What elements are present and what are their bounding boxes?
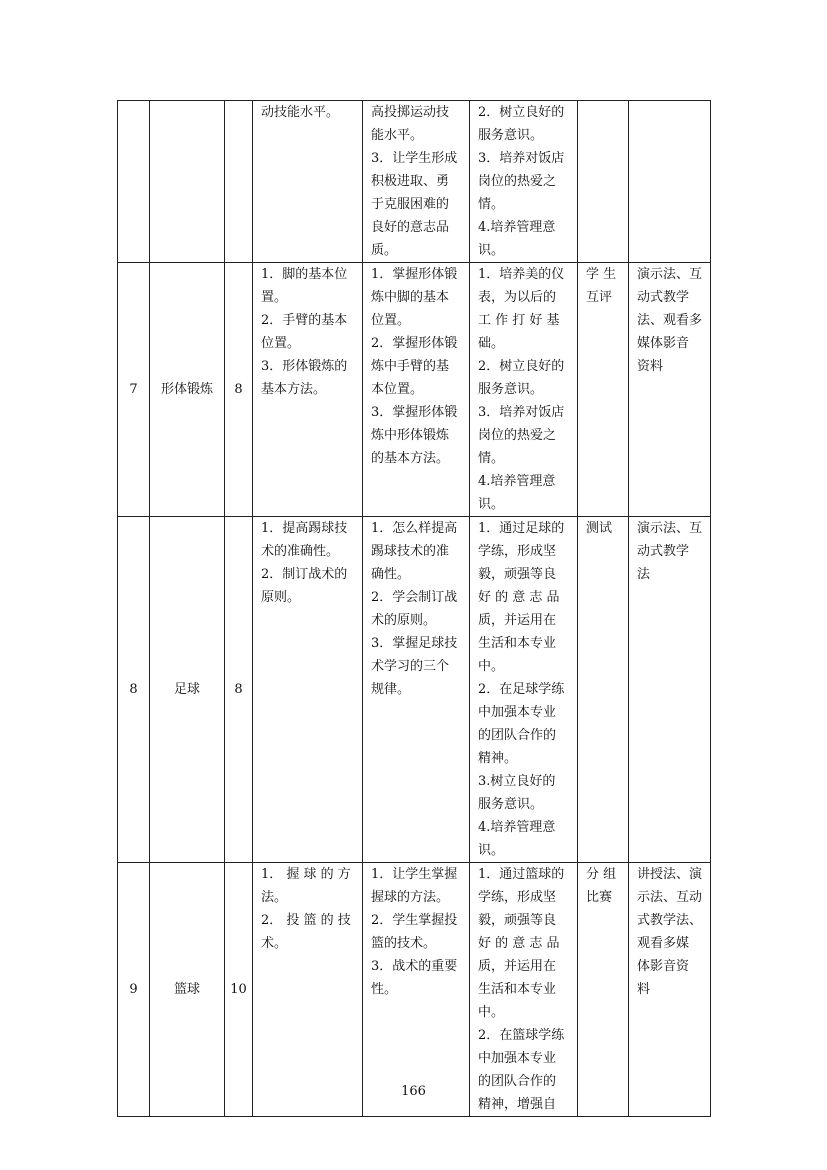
teaching-content-line: 1． 握 球 的 方 [261,867,351,882]
skill-objectives-cell [363,263,470,517]
teaching-content-line: 术的准确性。 [261,544,340,559]
assessment-method-line: 学 生 [586,267,617,282]
teaching-content-line: 1．脚的基本位 [261,267,348,282]
quality-objectives-line: 质，并运用在 [478,959,557,974]
quality-objectives-cell [470,263,578,517]
quality-objectives-line: 情。 [478,451,505,466]
quality-objectives-line: 1．通过足球的 [478,521,565,536]
skill-objectives-line: 术的原则。 [371,613,437,628]
quality-objectives-line: 学练，形成坚 [478,890,557,905]
quality-objectives-line: 好 的 意 志 品 [478,590,560,605]
quality-objectives-line: 识。 [478,843,505,858]
teaching-content-cell [253,863,363,1117]
quality-objectives-line: 的团队合作的 [478,1074,557,1089]
page-number: 166 [401,1084,426,1099]
teaching-method-line: 观看多媒 [637,936,690,951]
quality-objectives-line: 生活和本专业 [478,636,557,651]
assessment-method-line: 比赛 [586,890,613,905]
quality-objectives-line: 中。 [478,1005,505,1020]
quality-objectives-cell [470,863,578,1117]
teaching-method-line: 媒体影音 [637,336,690,351]
skill-objectives-line: 1．掌握形体锻 [371,267,458,282]
skill-objectives-line: 积极进取、勇 [371,174,450,189]
skill-objectives-line: 术学习的三个 [371,659,450,674]
skill-objectives-line: 确性。 [371,567,411,582]
quality-objectives-line: 服务意识。 [478,128,544,143]
teaching-content-line: 3．形体锻炼的 [261,359,348,374]
skill-objectives-line: 踢球技术的准 [371,544,450,559]
quality-objectives-line: 好 的 意 志 品 [478,936,560,951]
skill-objectives-line: 规律。 [371,682,411,697]
teaching-method-line: 法、观看多 [637,313,703,328]
quality-objectives-line: 3．培养对饭店 [478,405,565,420]
quality-objectives-line: 识。 [478,497,505,512]
skill-objectives-line: 炼中手臂的基 [371,359,450,374]
class-hours-cell: 10 [225,863,253,1117]
quality-objectives-line: 服务意识。 [478,797,544,812]
skill-objectives-line: 炼中脚的基本 [371,290,450,305]
table-row [118,101,711,263]
row-number-cell: 9 [118,863,150,1117]
teaching-content-cell [253,101,363,263]
assessment-method-cell [578,101,629,263]
quality-objectives-line: 岗位的热爱之 [478,428,557,443]
quality-objectives-line: 生活和本专业 [478,982,557,997]
quality-objectives-line: 精神，增强自 [478,1097,557,1112]
teaching-method-line: 讲授法、演 [637,867,703,882]
quality-objectives-line: 精神。 [478,751,518,766]
skill-objectives-line: 1．怎么样提高 [371,521,458,536]
teaching-content-cell [253,517,363,863]
teaching-method-line: 资料 [637,359,664,374]
quality-objectives-line: 的团队合作的 [478,728,557,743]
quality-objectives-line: 中。 [478,659,505,674]
teaching-method-cell [629,517,711,863]
quality-objectives-cell [470,517,578,863]
assessment-method-cell [578,263,629,517]
quality-objectives-line: 3.树立良好的 [478,774,556,789]
teaching-content-line: 位置。 [261,336,301,351]
teaching-method-cell [629,263,711,517]
quality-objectives-line: 2．树立良好的 [478,105,565,120]
skill-objectives-line: 3．掌握足球技 [371,636,458,651]
teaching-content-line: 原则。 [261,590,301,605]
quality-objectives-line: 3．培养对饭店 [478,151,565,166]
teaching-content-line: 2． 投 篮 的 技 [261,913,351,928]
skill-objectives-line: 质。 [371,243,398,258]
teaching-content-line: 术。 [261,936,288,951]
quality-objectives-line: 表，为以后的 [478,290,557,305]
assessment-method-line: 分 组 [586,867,617,882]
teaching-content-line: 1．提高踢球技 [261,521,348,536]
teaching-content-line: 动技能水平。 [261,105,340,120]
skill-objectives-line: 位置。 [371,313,411,328]
quality-objectives-line: 2．树立良好的 [478,359,565,374]
skill-objectives-line: 2．学会制订战 [371,590,458,605]
course-name-cell: 形体锻炼 [150,263,225,517]
assessment-method-line: 互评 [586,290,613,305]
skill-objectives-line: 握球的方法。 [371,890,450,905]
quality-objectives-line: 工 作 打 好 基 [478,313,560,328]
teaching-method-line: 示法、互动 [637,890,703,905]
skill-objectives-line: 炼中形体锻炼 [371,428,450,443]
quality-objectives-line: 中加强本专业 [478,705,557,720]
skill-objectives-line: 的基本方法。 [371,451,450,466]
skill-objectives-line: 3．让学生形成 [371,151,458,166]
class-hours-cell: 8 [225,263,253,517]
quality-objectives-line: 4.培养管理意 [478,220,556,235]
quality-objectives-line: 2．在足球学练 [478,682,565,697]
skill-objectives-line: 3．战术的重要 [371,959,458,974]
skill-objectives-line: 性。 [371,982,398,997]
quality-objectives-line: 中加强本专业 [478,1051,557,1066]
teaching-content-line: 基本方法。 [261,382,327,397]
teaching-content-cell [253,263,363,517]
quality-objectives-line: 岗位的热爱之 [478,174,557,189]
table-row [118,517,711,863]
quality-objectives-line: 毅，顽强等良 [478,913,557,928]
skill-objectives-line: 于克服困难的 [371,197,450,212]
teaching-method-line: 式教学法、 [637,913,703,928]
course-name-cell: 篮球 [150,863,225,1117]
course-table [117,100,711,1117]
quality-objectives-line: 情。 [478,197,505,212]
teaching-method-line: 法 [637,567,651,582]
skill-objectives-line: 本位置。 [371,382,424,397]
skill-objectives-line: 1．让学生掌握 [371,867,458,882]
skill-objectives-cell [363,101,470,263]
teaching-content-line: 2．制订战术的 [261,567,348,582]
skill-objectives-line: 高投掷运动技 [371,105,450,120]
row-number-cell [118,101,150,263]
teaching-method-line: 动式教学 [637,290,690,305]
table-body [118,101,711,1117]
skill-objectives-line: 2．学生掌握投 [371,913,458,928]
teaching-method-cell [629,101,711,263]
assessment-method-cell [578,863,629,1117]
teaching-method-line: 体影音资 [637,959,690,974]
quality-objectives-line: 2．在篮球学练 [478,1028,565,1043]
teaching-content-line: 2．手臂的基本 [261,313,348,328]
quality-objectives-line: 4.培养管理意 [478,474,556,489]
skill-objectives-line: 良好的意志品 [371,220,450,235]
quality-objectives-line: 1．通过篮球的 [478,867,565,882]
teaching-method-line: 料 [637,982,651,997]
row-number-cell: 8 [118,517,150,863]
teaching-method-line: 演示法、互 [637,521,703,536]
teaching-content-line: 置。 [261,290,288,305]
quality-objectives-line: 4.培养管理意 [478,820,556,835]
course-name-cell: 足球 [150,517,225,863]
assessment-method-cell [578,517,629,863]
teaching-method-cell [629,863,711,1117]
skill-objectives-line: 3．掌握形体锻 [371,405,458,420]
table-row [118,263,711,517]
course-name-cell [150,101,225,263]
quality-objectives-line: 1．培养美的仪 [478,267,565,282]
quality-objectives-line: 质，并运用在 [478,613,557,628]
teaching-content-line: 法。 [261,890,288,905]
quality-objectives-line: 识。 [478,243,505,258]
skill-objectives-line: 能水平。 [371,128,424,143]
row-number-cell: 7 [118,263,150,517]
quality-objectives-line: 毅，顽强等良 [478,567,557,582]
teaching-method-line: 演示法、互 [637,267,703,282]
skill-objectives-cell [363,863,470,1117]
teaching-method-line: 动式教学 [637,544,690,559]
skill-objectives-line: 篮的技术。 [371,936,437,951]
table-row [118,863,711,1117]
quality-objectives-line: 础。 [478,336,505,351]
quality-objectives-line: 学练，形成坚 [478,544,557,559]
skill-objectives-cell [363,517,470,863]
quality-objectives-cell [470,101,578,263]
quality-objectives-line: 服务意识。 [478,382,544,397]
skill-objectives-line: 2．掌握形体锻 [371,336,458,351]
class-hours-cell: 8 [225,517,253,863]
assessment-method-line: 测试 [586,521,613,536]
class-hours-cell [225,101,253,263]
